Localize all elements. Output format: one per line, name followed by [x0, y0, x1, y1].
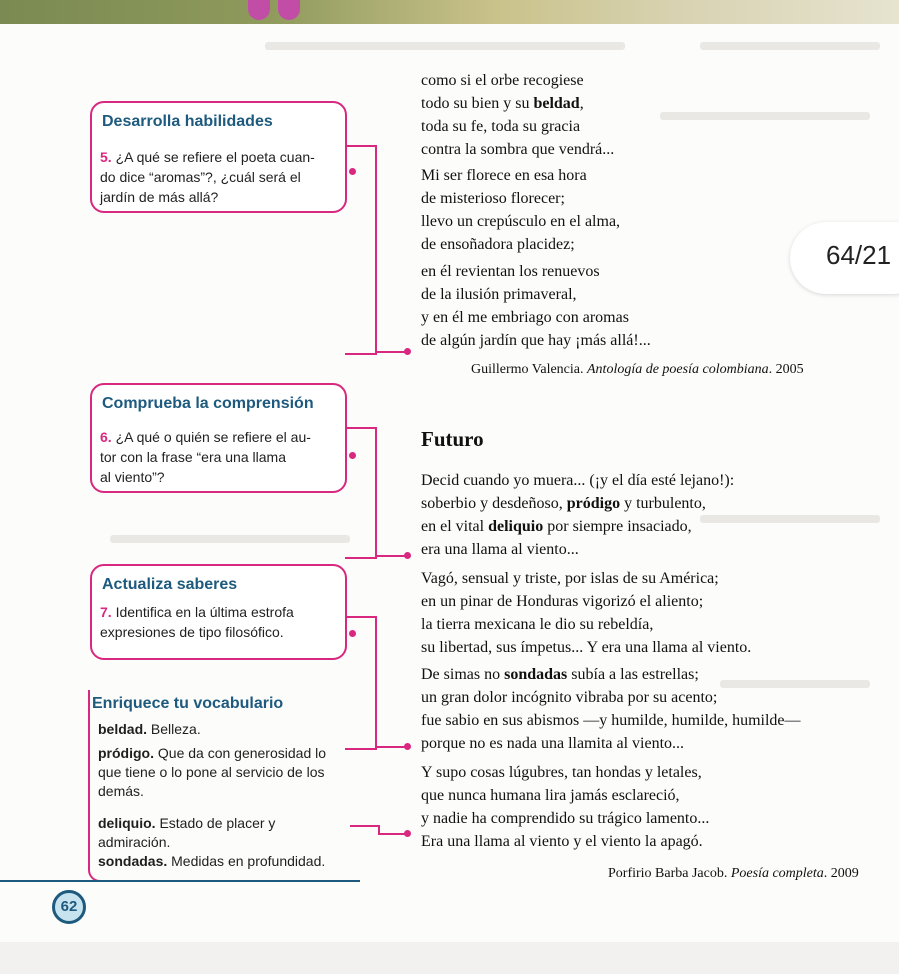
poem-attribution: Porfirio Barba Jacob. Poesía completa. 2009: [608, 866, 859, 881]
box-heading: Comprueba la comprensión: [102, 395, 314, 412]
poem-line: porque no es nada una llamita al viento...: [421, 735, 685, 752]
poem-line: de misterioso florecer;: [421, 190, 565, 207]
poem-line: en un pinar de Honduras vigorizó el aliento;: [421, 593, 704, 610]
poem-line: y nadie ha comprendido su trágico lamento...: [421, 810, 710, 827]
vocab-term-sondadas: sondadas: [504, 666, 568, 683]
poem-line: de ensoñadora placidez;: [421, 236, 575, 253]
box-heading: Actualiza saberes: [102, 576, 238, 593]
activity-box-comprueba: [90, 383, 347, 493]
connector-line: [345, 427, 377, 559]
box-question: 6. ¿A qué o quién se refiere el au- tor con la frase “era una llama al viento”?: [100, 429, 311, 485]
top-illustration: [0, 0, 899, 24]
poem-line: y en él me embriago con aromas: [421, 309, 629, 326]
box-question: 7. Identifica en la última estrofa expresiones de tipo filosófico.: [100, 604, 294, 640]
page-counter-pill: [790, 222, 899, 294]
poem-line: contra la sombra que vendrá...: [421, 141, 615, 158]
connector-dot: [404, 743, 411, 750]
poem-line: Mi ser florece en esa hora: [421, 167, 587, 184]
connector-line: [345, 616, 377, 750]
poem-line: la tierra mexicana le dio su rebeldía,: [421, 616, 654, 633]
bleed-through-text: [110, 535, 350, 543]
bleed-through-text: [660, 112, 870, 120]
poem-line: llevo un crepúsculo en el alma,: [421, 213, 621, 230]
vocab-entry: pródigo. Que da con generosidad lo que tiene o lo pone al servicio de los demás.: [98, 745, 327, 799]
poem-line: un gran dolor incógnito vibraba por su acento;: [421, 689, 718, 706]
bleed-through-text: [700, 515, 880, 523]
footer-rule: [0, 880, 360, 882]
poem-title: Futuro: [421, 427, 484, 451]
poem-line: Decid cuando yo muera... (¡y el día esté lejano!):: [421, 472, 735, 489]
poem-line: en él revientan los renuevos: [421, 263, 600, 280]
poem-attribution: Guillermo Valencia. Antología de poesía colombiana. 2005: [471, 362, 804, 377]
vocab-entry: deliquio. Estado de placer y admiración.: [98, 815, 276, 850]
bleed-through-text: [720, 680, 870, 688]
poem-line: todo su bien y su beldad,: [421, 95, 584, 112]
poem-line: de algún jardín que hay ¡más allá!...: [421, 332, 651, 349]
poem-line: soberbio y desdeñoso, pródigo y turbulento,: [421, 495, 706, 512]
box-heading: Desarrolla habilidades: [102, 113, 273, 130]
poem-line: Y supo cosas lúgubres, tan hondas y letales,: [421, 764, 702, 781]
connector-dot: [404, 348, 411, 355]
connector-dot: [404, 552, 411, 559]
page-number-badge: 62: [52, 890, 86, 924]
activity-box-desarrolla: [90, 101, 347, 213]
poem-line: como si el orbe recogiese: [421, 72, 584, 89]
connector-line: [377, 555, 407, 557]
connector-line: [350, 825, 380, 827]
vocab-term-prodigo: pródigo: [566, 495, 621, 512]
vocab-heading: Enriquece tu vocabulario: [92, 695, 287, 713]
page-counter-text: 64/21: [826, 240, 892, 270]
poem-line: De simas no sondadas subía a las estrellas;: [421, 666, 699, 683]
vocab-term-beldad: beldad: [533, 95, 580, 112]
poem-line: que nunca humana lira jamás esclareció,: [421, 787, 680, 804]
bleed-through-text: [265, 42, 625, 50]
poem-line: su libertad, sus ímpetus... Y era una llama al viento.: [421, 639, 752, 656]
poem-line: de la ilusión primaveral,: [421, 286, 577, 303]
vocab-entry: beldad. Belleza.: [98, 721, 201, 737]
box-question: 5. ¿A qué se refiere el poeta cuan- do dice “aromas”?, ¿cuál será el jardín de más allá?: [100, 149, 315, 205]
bleed-through-text: [700, 42, 880, 50]
poem-line: Era una llama al viento y el viento la apagó.: [421, 833, 703, 850]
connector-line: [345, 145, 377, 355]
connector-dot: [404, 830, 411, 837]
poem-line: Vagó, sensual y triste, por islas de su América;: [421, 570, 719, 587]
poem-line: en el vital deliquio por siempre insaciado,: [421, 518, 692, 535]
connector-line: [377, 746, 407, 748]
poem-line: era una llama al viento...: [421, 541, 579, 558]
connector-line: [377, 351, 407, 353]
activity-box-actualiza: [90, 564, 347, 660]
poem-line: toda su fe, toda su gracia: [421, 118, 581, 135]
vocab-entry: sondadas. Medidas en profundidad.: [98, 853, 326, 869]
vocab-term-deliquio: deliquio: [488, 518, 544, 535]
poem-line: fue sabio en sus abismos —y humilde, humilde, humilde—: [421, 712, 801, 729]
